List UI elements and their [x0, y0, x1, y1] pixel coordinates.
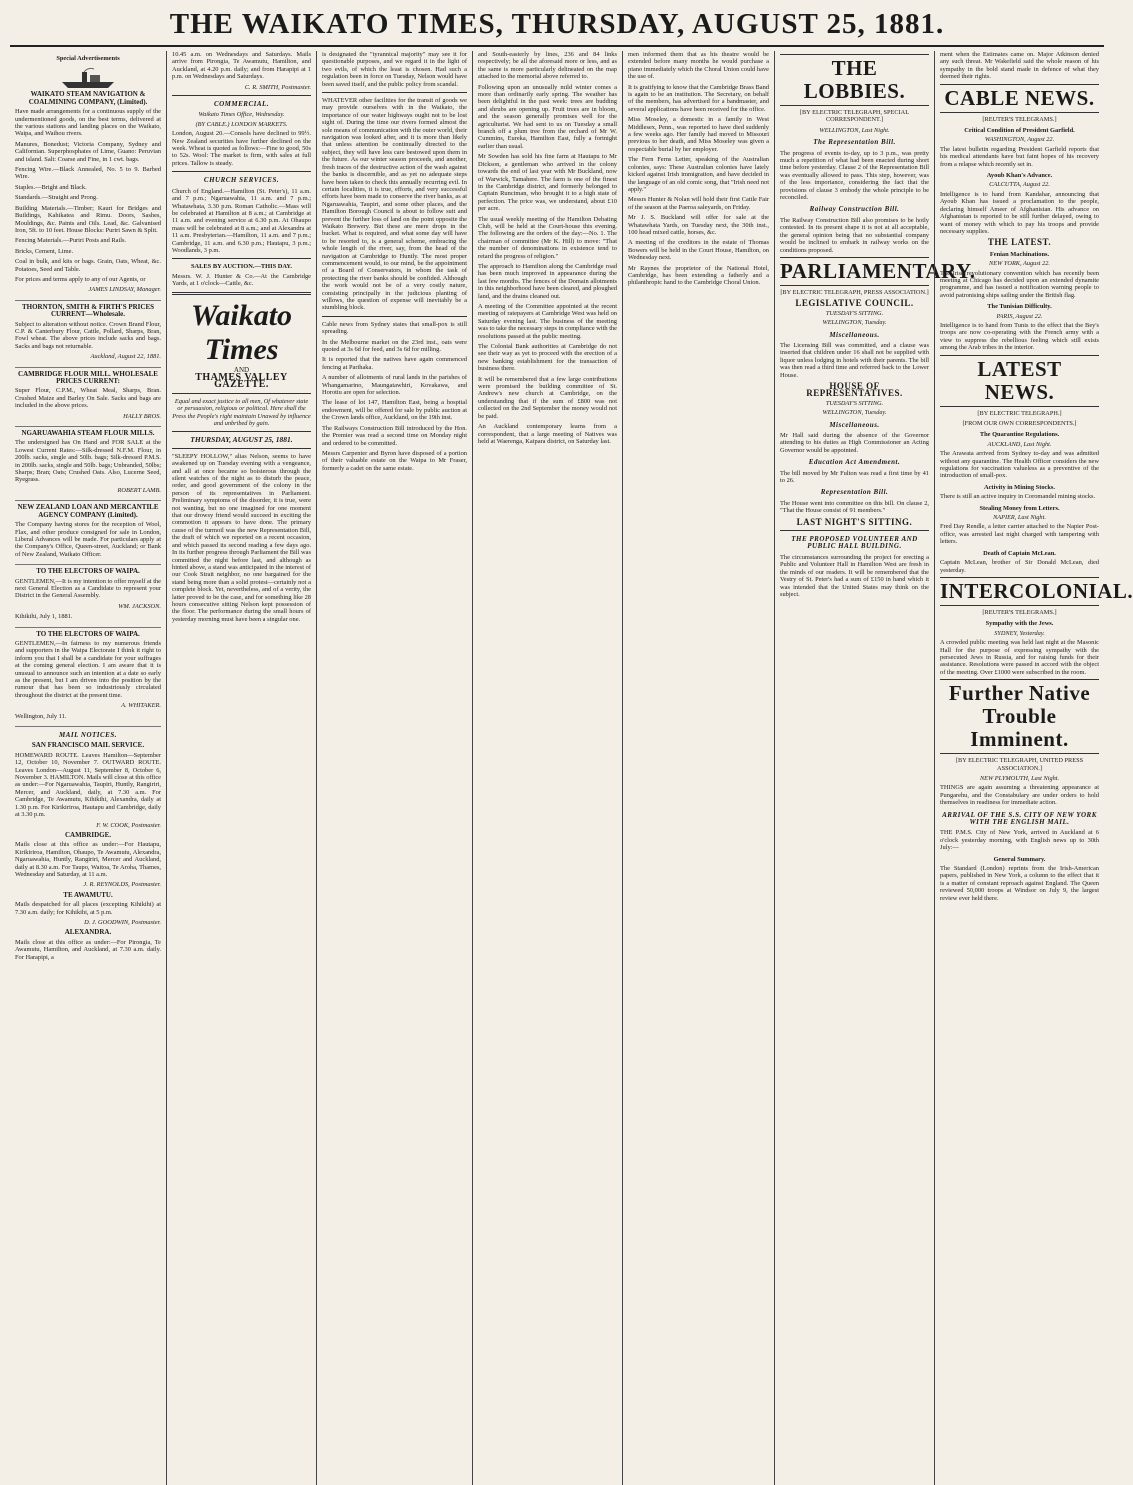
- standards-line: Standards.—Straight and Prong.: [15, 194, 98, 202]
- melbourne-item: In the Melbourne market on the 23rd inst., oats were quoted at 3s 6d for feed, and 3s 6d for milling.: [322, 338, 467, 354]
- death-body: Captain McLean, brother of Sir Donald McLean, died yesterday.: [940, 559, 1099, 574]
- divider: [172, 292, 311, 295]
- sales-heading: SALES BY AUCTION.—THIS DAY.: [190, 263, 293, 271]
- newspaper-motto: Equal and exact justice to all men, Of whatever state or persuasion, religious or political. Here shall the Press the People's right maintain Unawed by influence and unbribed by gain.: [172, 397, 311, 427]
- mail-notices-heading: MAIL NOTICES.: [59, 731, 117, 740]
- council-misc-body: The Licensing Bill was committed, and a clause was inserted that children under 16 shall not be supplied with liquor unless lodging in hotels with their parents. The bill was then read a third time and referred back to the Lower House.: [780, 341, 929, 379]
- parliamentary-sub: [BY ELECTRIC TELEGRAPH, PRESS ASSOCIATION.]: [780, 288, 929, 296]
- quarantine-place: AUCKLAND, Last Night.: [987, 440, 1052, 448]
- logo-subtitle: THAMES VALLEY GAZETTE.: [195, 371, 288, 391]
- lobbies-heading: THE LOBBIES.: [780, 54, 929, 106]
- fern-letter-item: The Fern Ferns Letter, speaking of the Australian colonies, says: These Australian colonies have lately kicked against Irish immigration, and have decided in the language of an old comic song, that "Irish need not apply.": [628, 156, 769, 193]
- lobbies-sub: [BY ELECTRIC TELEGRAPH, SPECIAL CORRESPONDENT.]: [799, 109, 910, 124]
- special-advertisements-heading: Special Advertisements: [56, 55, 120, 62]
- fenian-place: NEW YORK, August 22.: [989, 260, 1050, 268]
- staples-line: Staples.—Bright and Black.: [15, 183, 87, 191]
- volunteer-hall-heading: THE PROPOSED VOLUNTEER AND PUBLIC HALL BUILDING.: [791, 535, 918, 551]
- death-heading: Death of Captain McLean.: [983, 549, 1056, 557]
- column-7-telegrams: [934, 51, 1133, 1485]
- quarantine-body: The Arawata arrived from Sydney to-day and was admitted without any quarantine. The Health Officer considers the new regulations for vaccination valueless as a preventive of the introduction of small-pox.: [940, 450, 1099, 480]
- alexandra-continued: 10.45 a.m. on Wednesdays and Saturdays. Mails arrive from Pirongia, Te Awamutu, Hamilton, and Auckland, at 4.20 p.m. daily; and from Harapipi at 1 p.m. on Wednesdays and Saturdays.: [172, 51, 311, 81]
- latest-news-heading: LATEST NEWS.: [940, 355, 1099, 407]
- bricks-line: Bricks, Cement, Lime.: [15, 247, 74, 255]
- divider: [322, 92, 467, 93]
- electors-jackson-ad: [15, 568, 161, 627]
- fenian-heading: Fenian Machinations.: [989, 250, 1050, 258]
- manager-signature: JAMES LINDSAY, Manager.: [88, 286, 161, 294]
- electors-whitaker-ad: [15, 631, 161, 727]
- lines-continued: and South-easterly by lines, 236 and 84 links respectively; be all the aforesaid more or less, and as the same is more particularly delineated on the map attached to the memorial above referred to.: [478, 51, 617, 81]
- electors-jackson-sign: WM. JACKSON.: [118, 602, 161, 610]
- nz-loan-body: The Company having stores for the reception of Wool, Flax, and other produce consigned for sale in London, Liberal Advances will be made. For particulars apply at the Company's Office, Queen-street, Auckland; or Bank of New Zealand, Waikato Officer.: [15, 521, 161, 558]
- awamutu-body: Mails despatched for all places (excepting Kihikihi) at 7.30 a.m. daily; for Kihikihi, at 5 p.m.: [15, 901, 161, 916]
- native-trouble-sub: [BY ELECTRIC TELEGRAPH, UNITED PRESS ASSOCIATION.]: [955, 757, 1084, 772]
- latest-news-from: [FROM OUR OWN CORRESPONDENTS.]: [962, 420, 1077, 427]
- railway-bill-heading: Railway Construction Bill.: [809, 205, 900, 214]
- volunteer-hall-body: The circumstances surrounding the project for erecting a Public and Volunteer Hall in Hamilton West are fresh in the minds of our readers. It will be remembered that the Vestry of St. Peter's had a sum of £150 in hand which it was intended that the United States may think on the subject.: [780, 553, 929, 598]
- parliamentary-heading: PARLIAMENTARY.: [780, 257, 929, 286]
- logo-and: AND: [233, 365, 250, 374]
- railways-item: The Railways Construction Bill introduced by the Hon. the Premier was read a second time on Monday night and ordered to be committed.: [322, 424, 467, 447]
- lobbies-place: WELLINGTON, Last Night.: [819, 126, 890, 134]
- coal-line: Coal in bulk, and kits or bags. Grain, Oats, Wheat, &c. Potatoes, Seed and Table.: [15, 258, 161, 273]
- council-misc-heading: Miscellaneous.: [829, 330, 880, 339]
- reps-misc-body: Mr Hall said during the absence of the Governor attending to his duties as High Commissioner an Acting Governor would be appointed.: [780, 432, 929, 454]
- water-highways-article: WHATEVER other facilities for the transit of goods we may provide ourselves with in the Waikato, the importance of our water highways ought not to be lost sight of. During the time our rivers formed almost the sole means of communication with the outer world, their navigation was looked after, and it is more than likely that unless attention be continually directed to the subject, they will have less care bestowed upon them in the future. As our winter season proceeds, and another, fresh traces of the destructive action of the wash against the banks is discernible, and as yet no adequate steps have been taken to check this annually recurring evil. In certain localities, it is true, efforts, and very successful efforts have been made to conserve the river banks, as at Ngaruawahia, Taupiri, and some other places, and the Hamilton Borough Council is about to follow suit and prevent the further loss of land on the point opposite the Waikato Brewery. But these are mere drops in the bucket. What is required, and what some day will have to be resorted to, is a general scheme, embracing the whole length of the river, say, from the head of the navigation at Cambridge to Huntly. The most proper commencement would, to our mind, be the appointment of a Board of Conservators, in whom the task of protecting the river banks should be confided. Although the work would not be of a very costly nature, consisting principally in the judicious planting of willows, the question of expense will inevitably be a stumbling block.: [322, 97, 467, 312]
- fenian-body: The Irish revolutionary convention which has recently been meeting at Chicago has decided upon an extended dynamite programme, and has issued a notification warning people to avoid patronising ships sailing under the British flag.: [940, 269, 1099, 299]
- natives-item: It is reported that the natives have again commenced fencing at Parihaka.: [322, 356, 467, 371]
- column-5-news: [622, 51, 774, 1485]
- mail-sign: F. W. COOK, Postmaster.: [96, 821, 161, 829]
- san-francisco-heading: SAN FRANCISCO MAIL SERVICE.: [31, 741, 145, 750]
- alexandra-heading: ALEXANDRA.: [64, 928, 112, 937]
- stealing-heading: Stealing Money from Letters.: [979, 504, 1060, 512]
- column-3-news: [316, 51, 472, 1485]
- electors-jackson-place: Kihikihi, July 1, 1881.: [15, 613, 73, 621]
- nz-loan-title: NEW ZEALAND LOAN AND MERCANTILE AGENCY COMPANY (Limited).: [17, 503, 159, 519]
- auckland-item: An Auckland contemporary learns from a correspondent, that a large meeting of Natives was held at Waerenga, Kaipara district, on Saturday last.: [478, 423, 617, 445]
- divider: [322, 316, 467, 317]
- church-services-body: Church of England.—Hamilton (St. Peter's), 11 a.m. and 7 p.m.; Ngaruawahia, 11 a.m. and 7 p.m.; Whatawhata, 3.30 p.m. Roman Catholic.—Mass will be celebrated at Hamilton at 8 a.m.; at Cambridge at 11 a.m. and evening service at 6.30 p.m. At Ohaupo mass will be celebrated at 8 a.m.; and at Alexandra at 11 a.m. Presbyterian.—Hamilton, 11 a.m. and 7 p.m.; Cambridge, 11 a.m. and 6.30 p.m.; Hautapu, 3 p.m.; Woodlands, 3 p.m.: [172, 187, 311, 254]
- waikato-steam-ad: [15, 65, 161, 300]
- garfield-heading: Critical Condition of President Garfield.: [964, 127, 1075, 135]
- divider: [172, 393, 311, 394]
- quarantine-heading: The Quarantine Regulations.: [979, 431, 1060, 439]
- general-summary-body: The Standard (London) reprints from the Irish-American papers, published in New York, a column to the effect that it is a matter of constant reproach against England. The Queen reviewed 50,000 troops at Windsor on July 9, the largest review ever held there.: [940, 865, 1099, 902]
- representation-heading: Representation Bill.: [820, 488, 889, 497]
- hunter-nolan-item: Messrs Hunter & Nolan will hold their first Cattle Fair of the season at the Paeroa saleyards, on Friday.: [628, 196, 769, 211]
- electors-jackson-title: TO THE ELECTORS OF WAIPA.: [36, 567, 140, 576]
- tunisian-heading: The Tunisian Difficulty.: [987, 303, 1052, 311]
- thornton-title: THORNTON, SMITH & FIRTH'S PRICES CURRENT—Wholesale.: [21, 302, 155, 319]
- electors-whitaker-sign: A. WHITAKER.: [121, 702, 161, 710]
- colonial-bank-item: The Colonial Bank authorities at Cambridge do not see their way as yet to proceed with the erection of a new banking establishment for the transaction of business there.: [478, 343, 617, 373]
- issue-date: THURSDAY, AUGUST 25, 1881.: [190, 435, 293, 445]
- general-summary-heading: General Summary.: [993, 855, 1046, 863]
- ngaruawahia-sign: ROBERT LAMB.: [117, 486, 161, 494]
- creditors-item: A meeting of the creditors in the estate of Thomas Bowers will be held in the Court House, Hamilton, on Wednesday next.: [628, 239, 769, 262]
- divider: [172, 448, 311, 449]
- jews-heading: Sympathy with the Jews.: [985, 620, 1054, 628]
- newspaper-logo: [172, 299, 311, 389]
- sowden-item: Mr Sowden has sold his fine farm at Hautapu to Mr Dickson, a gentleman who arrived in the colony towards the end of last year with Mr Buckland, now of Warwick, Tamahere. The farm is one of the finest in the Cambridge district, and formerly belonged to Captain Runciman, who brought it to a high state of perfection. The price was, we understand, about £10 per acre.: [478, 153, 617, 213]
- fencing-line: Fencing Wire.—Black Annealed, No. 5 to 9. Barbed Wire.: [15, 166, 161, 181]
- column-1-advertisements: [10, 51, 166, 1485]
- carpenter-item: Messrs Carpenter and Byron have disposed of a portion of their valuable estate on the Waipa to Mr Fraser, formerly a cadet on the same estate.: [322, 449, 467, 472]
- buckland-item: Mr J. S. Buckland will offer for sale at the Whatawhata Yards, on Tuesday next, the 30th inst., 100 head mixed cattle, horses, &c.: [628, 214, 769, 236]
- column-4-news: [472, 51, 622, 1485]
- native-trouble-heading: Further Native Trouble Imminent.: [940, 679, 1099, 754]
- cambridge-mail-body: Mails close at this office as under:—For Hautapu, Kirikiriroa, Hamilton, Ohaupo, Te Awamutu, Alexandra, Ngaruawahia, Huntly, Rangiriri, Mercer and Auckland, daily at 8.30 a.m. For Taupo, Waitoa, Te Aroha, Thames, Wednesday and Saturday, at 11 a.m.: [15, 841, 161, 878]
- native-trouble-place: NEW PLYMOUTH, Last Night.: [979, 774, 1060, 782]
- reps-heading: HOUSE OF REPRESENTATIVES.: [806, 380, 903, 399]
- cambridge-mill-ad: [15, 371, 161, 427]
- church-services-heading: CHURCH SERVICES.: [203, 176, 280, 185]
- prices-line: For prices and terms apply to any of our Agents, or: [15, 275, 146, 283]
- commercial-sub: Waikato Times Office, Wednesday.: [198, 111, 285, 119]
- the-latest-heading: THE LATEST.: [987, 237, 1052, 248]
- stealing-place: NAPIER, Last Night.: [993, 514, 1046, 522]
- education-body: The bill moved by Mr Fulton was read a first time by 41 to 26.: [780, 469, 929, 485]
- arrival-body: THE P.M.S. City of New York, arrived in Auckland at 6 o'clock yesterday morning, with English news up to 30th July:—: [940, 829, 1099, 852]
- cambridge-mill-body: Super Flour, C.P.M., Wheat Meal, Sharps, Bran. Crushed Maize and Barley On Sale. Sacks and bags are included in the above prices.: [15, 387, 161, 410]
- electors-whitaker-place: Wellington, July 11.: [15, 712, 67, 720]
- waikato-steam-title: WAIKATO STEAM NAVIGATION & COALMINING COMPANY, (Limited).: [28, 90, 148, 106]
- council-heading: LEGISLATIVE COUNCIL.: [795, 298, 914, 309]
- thornton-ad: [15, 304, 161, 368]
- building-line: Building Materials.—Timber; Kauri for Bridges and Buildings, Kahikatea and Rimu. Doors, Sashes, Mouldings, &c. Paints and Oils. Lead, &c. Galvanised Iron, 5ft. to 10 feet. House Blocks: Puriri Sawn & Split.: [15, 204, 161, 234]
- column-6-parliament: [774, 51, 976, 1485]
- lobbies-body: The progress of events to-day, up to 3 p.m., was pretty much a repetition of what had been enacted during short time before yesterday. Clause 2 of the Representation Bill was eventually allowed to pass. This step, however, was of the less importance, considering the fact that the provisions of clause 3 embody the whole principle to be reconciled.: [780, 149, 929, 202]
- brass-band-item: It is gratifying to know that the Cambridge Brass Band is again to be an institution. The Secretary, on behalf of the members, has advertised for a bandmaster, and several applications have been received for the office.: [628, 83, 769, 113]
- cambridge-mail-heading: CAMBRIDGE.: [64, 830, 112, 839]
- ngaruawahia-title: NGARUAWAHIA STEAM FLOUR MILLS.: [21, 429, 155, 438]
- mail-body: HOMEWARD ROUTE. Leaves Hamilton—September 12, October 10, November 7. OUTWARD ROUTE. Leaves London—August 11, September 8, October 6, November 3. HAMILTON. Mails will close at this office as under:—For Ngaruawahia, Taupiri, Huntly, Rangiriri, Mercer, and Auckland, daily, at 7.30 a.m. For Cambridge, Te Awamutu, Kihikihi, Alexandra, daily at 1.30 p.m. For Kirikiriroa, Hautapu and Cambridge, daily at 3.30 p.m.: [15, 751, 161, 819]
- cable-london-markets: (BY CABLE.) LONDON MARKETS.: [195, 120, 288, 128]
- tunisian-body: Intelligence is to hand from Tunis to the effect that the Bey's troops are now co-operating with the French army with a view to suppress the rebellious feeling which still exists among the Arab tribes in the interior.: [940, 321, 1099, 352]
- awamutu-sign: D. J. GOODWIN, Postmaster.: [84, 918, 161, 926]
- approach-item: The approach to Hamilton along the Cambridge road has been much improved in appearance during the last few months. The fences of the Domain allotments in this neighborhood have been cleared, and ploughed land, and the drains cleaned out.: [478, 262, 617, 300]
- mining-body: There is still an active inquiry in Coromandel mining stocks.: [940, 493, 1096, 501]
- logo-title: Waikato Times: [190, 298, 293, 366]
- alexandra-postmaster: C. R. SMITH, Postmaster.: [244, 83, 311, 91]
- spring-item: Following upon an unusually mild winter comes a more than ordinarily early spring. The weather has been delightful in the past week: trees are budding and shrubs are opening up. Fruit trees are in bloom, and the season generally promises well for the agriculturist. We had sent to us on Tuesday a small branch off a plum tree from the orchard of Mr W. Cummins, Eureka, Hamilton East, fully a fortnight earlier than usual.: [478, 83, 617, 150]
- native-trouble-body: THINGS are again assuming a threatening appearance at Pungarehu, and the Constabulary are under orders to hold themselves in readiness for immediate action.: [940, 784, 1099, 807]
- council-place: WELLINGTON, Tuesday.: [822, 319, 887, 327]
- leader-continued: is designated the "tyrannical majority" may see it for questionable purposes, and we regard it in the light of two evils, of which the least is chosen. Had such a regulation been in force on Tuesday, Nelson would have been saved itself, and the public policy from scandal.: [322, 51, 467, 88]
- lease-item: The lease of lot 147, Hamilton East, being a hospital endowment, will be offered for sale by public auction at the Crown lands office, Auckland, on the 19th inst.: [322, 399, 467, 422]
- railway-bill-body: The Railway Construction Bill also promises to be hotly contested. In its present shape it is not at all acceptable, the general opinion being that no substantial company would be inclined to embark in railway works on the conditions proposed.: [780, 216, 929, 254]
- remembered-item: It will be remembered that a few large contributions were promised the building committee of St. Andrew's new church at Cambridge, on the understanding that if the sum of £800 was not collected on the 2nd September the money would not be paid.: [478, 375, 617, 420]
- last-night-heading: LAST NIGHT'S SITTING.: [796, 516, 913, 527]
- arrival-heading: ARRIVAL OF THE S.S. CITY OF NEW YORK WITH THE ENGLISH MAIL.: [942, 810, 1097, 826]
- latest-news-sub: [BY ELECTRIC TELEGRAPH.]: [977, 409, 1062, 417]
- masthead: THE WAIKATO TIMES, THURSDAY, AUGUST 25, 1881.: [10, 6, 1104, 47]
- intercolonial-heading: INTERCOLONIAL.: [940, 577, 1099, 606]
- thornton-body: Subject to alteration without notice. Crown Brand Flour, C.P. & Canterbury Flour, Cattle, Pollard, Sharps, Bran, Fowl wheat. The above prices include sacks and bags. Sacks and bags not returnable.: [15, 320, 161, 350]
- cable-news-sub: [REUTER'S TELEGRAMS.]: [982, 115, 1057, 123]
- committee-item: A meeting of the Committee appointed at the recent meeting of ratepayers at Cambridge West was held on Saturday evening last. The business of the meeting was to take the necessary steps in compliance with the resolutions passed at the public meeting.: [478, 303, 617, 340]
- cable-news-heading: CABLE NEWS.: [940, 84, 1099, 113]
- ayoub-heading: Ayoub Khan's Advance.: [986, 172, 1053, 180]
- divider: [172, 95, 311, 96]
- tunisian-place: PARIS, August 22.: [996, 312, 1043, 320]
- columns: [10, 51, 1133, 1485]
- column-2-editorial: [166, 51, 316, 1485]
- jews-body: A crowded public meeting was held last night at the Masonic Hall for the purpose of expressing sympathy with the persecuted Jews in Russia, and for raising funds for their assistance. Resolutions were passed in accord with the object of the meeting. Over £1000 were subscribed in the room.: [940, 639, 1099, 676]
- intercolonial-sub: [REUTER'S TELEGRAMS.]: [982, 608, 1057, 616]
- jews-place: SYDNEY, Yesterday.: [994, 629, 1045, 637]
- divider: [172, 258, 311, 259]
- cable-news-item: Cable news from Sydney states that small-pox is still spreading.: [322, 320, 467, 336]
- reps-sitting: TUESDAY'S SITTING.: [825, 399, 884, 407]
- thornton-place: Auckland, August 22, 1881.: [90, 353, 161, 361]
- parliament-continued: ment when the Estimates came on. Major Atkinson denied any such threat. Mr Wakefield said the whole reason of his sympathy in the bold stand made in defence of what they deemed their rights.: [940, 51, 1099, 81]
- electors-whitaker-title: TO THE ELECTORS OF WAIPA.: [36, 629, 140, 638]
- stealing-body: Fred Day Rendle, a letter carrier attached to the Napier Post-office, was arrested last night charged with tampering with letters.: [940, 523, 1099, 546]
- ngaruawahia-ad: [15, 430, 161, 501]
- cambridge-mill-title: CAMBRIDGE FLOUR MILL. WHOLESALE PRICES CURRENT:: [18, 369, 158, 385]
- leader-article: "SLEEPY HOLLOW," alias Nelson, seems to have awakened up on Tuesday evening with a vengeance, and all at once became so boisterous through the silent watches of the night as to disturb the peace, order, and good government of the colony in the person of its representatives in Parliament. Preliminary symptoms of the disorder, it is true, were not wanting, but no one imagined for one moment that our drowsy friend would succeed in exciting the commotion it appears to have done. The primary cause of the turmoil was the new Representation Bill, the draft of which we reported on a recent occasion, and which passed its second reading a few days ago. In its further progress through Parliament the Bill was committed the night before last, and although as hinted above, a stand was anticipated in the interest of our Cook Strait neighbor, no one bargained for the stand being more than a solid protest—certainly not a complete block. Yet, nevertheless, and of a verity, the latter proved to be the case, and for something like 28 hours consecutive sitting Nelson kept possession of the floor. The performance during the small hours of yesterday morning must have been a singular one.: [172, 452, 311, 623]
- garfield-body: The latest bulletin regarding President Garfield reports that his medical attendants have but faint hopes of his recovery from a relapse which recently set in.: [940, 145, 1099, 168]
- ngaruawahia-body: The undersigned has On Hand and FOR SALE at the Lowest Current Rates:—Silk-dressed N.F.M. Flour, in 200lb. sacks, single and 50lb. bags; Silk-dressed P.M.S. in 200lb. sacks, single and 50lb. bags; Unbranded, 50lbs; Sharps; Bran; Oats; Crushed Oats. Also, Lucerne Seed, Ryegrass.: [15, 439, 161, 484]
- mining-heading: Activity in Mining Stocks.: [983, 483, 1055, 491]
- debating-item: The usual weekly meeting of the Hamilton Debating Club, will be held at the Court-house this evening. The following are the orders of the day:—No. 1. The chairman of committee (Mr K. Hill) to move: "That the number of denominations in existence tend to retard the progress of religion.": [478, 215, 617, 260]
- awamutu-heading: TE AWAMUTU.: [63, 890, 113, 899]
- commercial-body: London, August 20.—Consols have declined to 99½. New Zealand securities have further declined on the week. Wheat is quoted as follows:—Fine to good, 50s to 52s. Wool: The market is firm, with sales at full prices. Tallow is steady.: [172, 130, 311, 167]
- electors-jackson-body: GENTLEMEN,—It is my intention to offer myself at the next General Election as a Candidate to represent your District in the General Assembly.: [15, 577, 161, 600]
- cambridge-mill-sign: HALLY BROS.: [123, 412, 161, 420]
- reps-misc-heading: Miscellaneous.: [829, 420, 880, 429]
- rep-bill-heading: The Representation Bill.: [813, 138, 896, 147]
- alexandra-body: Mails close at this office as under:—For Pirongia, Te Awamutu, Hamilton, and Auckland, at 7.30 a.m. daily. For Harapipi, a: [15, 938, 161, 961]
- commercial-heading: COMMERCIAL.: [213, 100, 270, 109]
- waikato-steam-body: Have made arrangements for a continuous supply of the undermentioned goods, on the best terms, delivered at the various stations and landing places on the Waikato, Waipa, and Waihou rivers.: [15, 108, 161, 138]
- divider: [780, 530, 929, 531]
- council-sitting: TUESDAY'S SITTING.: [825, 309, 884, 317]
- posts-line: Fencing Materials.—Puriri Posts and Rails.: [15, 237, 127, 245]
- steamship-icon: [15, 65, 161, 91]
- sales-body: Messrs. W. J. Hunter & Co.—At the Cambridge Yards, at 1 o'clock—Cattle, &c.: [172, 272, 311, 288]
- manures-line: Manures, Bonedust; Victoria Company, Sydney and Californian. Superphosphates of Lime, Guano: Peruvian and island. Salt: Coarse and Fine, in 1 cwt. bags.: [15, 140, 161, 163]
- allotments-item: A number of allotments of rural lands in the parishes of Whangamarino, Maungatawhiri, Kovakawa, and Horotiu are open for selection.: [322, 374, 467, 397]
- reps-place: WELLINGTON, Tuesday.: [822, 409, 887, 417]
- cambridge-mail-sign: J. R. REYNOLDS, Postmaster.: [83, 881, 161, 889]
- divider: [172, 171, 311, 172]
- ayoub-body: Intelligence is to hand from Kandahar, announcing that Ayoub Khan has issued a proclamation to the people, declaring himself Ameer of Afghanistan. His advance on Afghanistan is reported to be still further delayed, owing to want of money with which to pay his troops and provide necessary supplies.: [940, 190, 1099, 235]
- education-heading: Education Act Amendment.: [808, 458, 901, 467]
- representation-body: The House went into committee on this bill. On clause 2, "That the House consist of 91 members.": [780, 499, 929, 515]
- electors-whitaker-body: GENTLEMEN,—In fairness to my numerous friends and supporters in the Waipa Electorate I think it right to inform you that I shall be a candidate for your suffrages at the coming general election. I am aware that it is unusual to announce such an intention at a date so early as the present, but I am driven into the position by the rumour that has been so industriously circulated throughout the district at the present time.: [15, 639, 161, 699]
- nz-loan-ad: [15, 504, 161, 565]
- theatre-continued: men informed them that as his theatre would be extended before many months he would purchase a piano immediately which the Choral Union could have the use of.: [628, 51, 769, 81]
- raynes-item: Mr Raynes the proprietor of the National Hotel, Cambridge, has been extending a fatherly and a philanthropic hand to the Cambridge Choral Union.: [628, 264, 769, 287]
- moseley-item: Miss Moseley, a domestic in a family in West Middlesex, Penn., was reported to have died suddenly a few weeks ago. Her family had moved to Missouri previous to her death, and Miss Moseley was given a respectable burial by her employer.: [628, 116, 769, 153]
- ayoub-place: CALCUTTA, August 22.: [989, 181, 1050, 189]
- garfield-place: WASHINGTON, August 22.: [984, 136, 1055, 144]
- divider: [172, 431, 311, 432]
